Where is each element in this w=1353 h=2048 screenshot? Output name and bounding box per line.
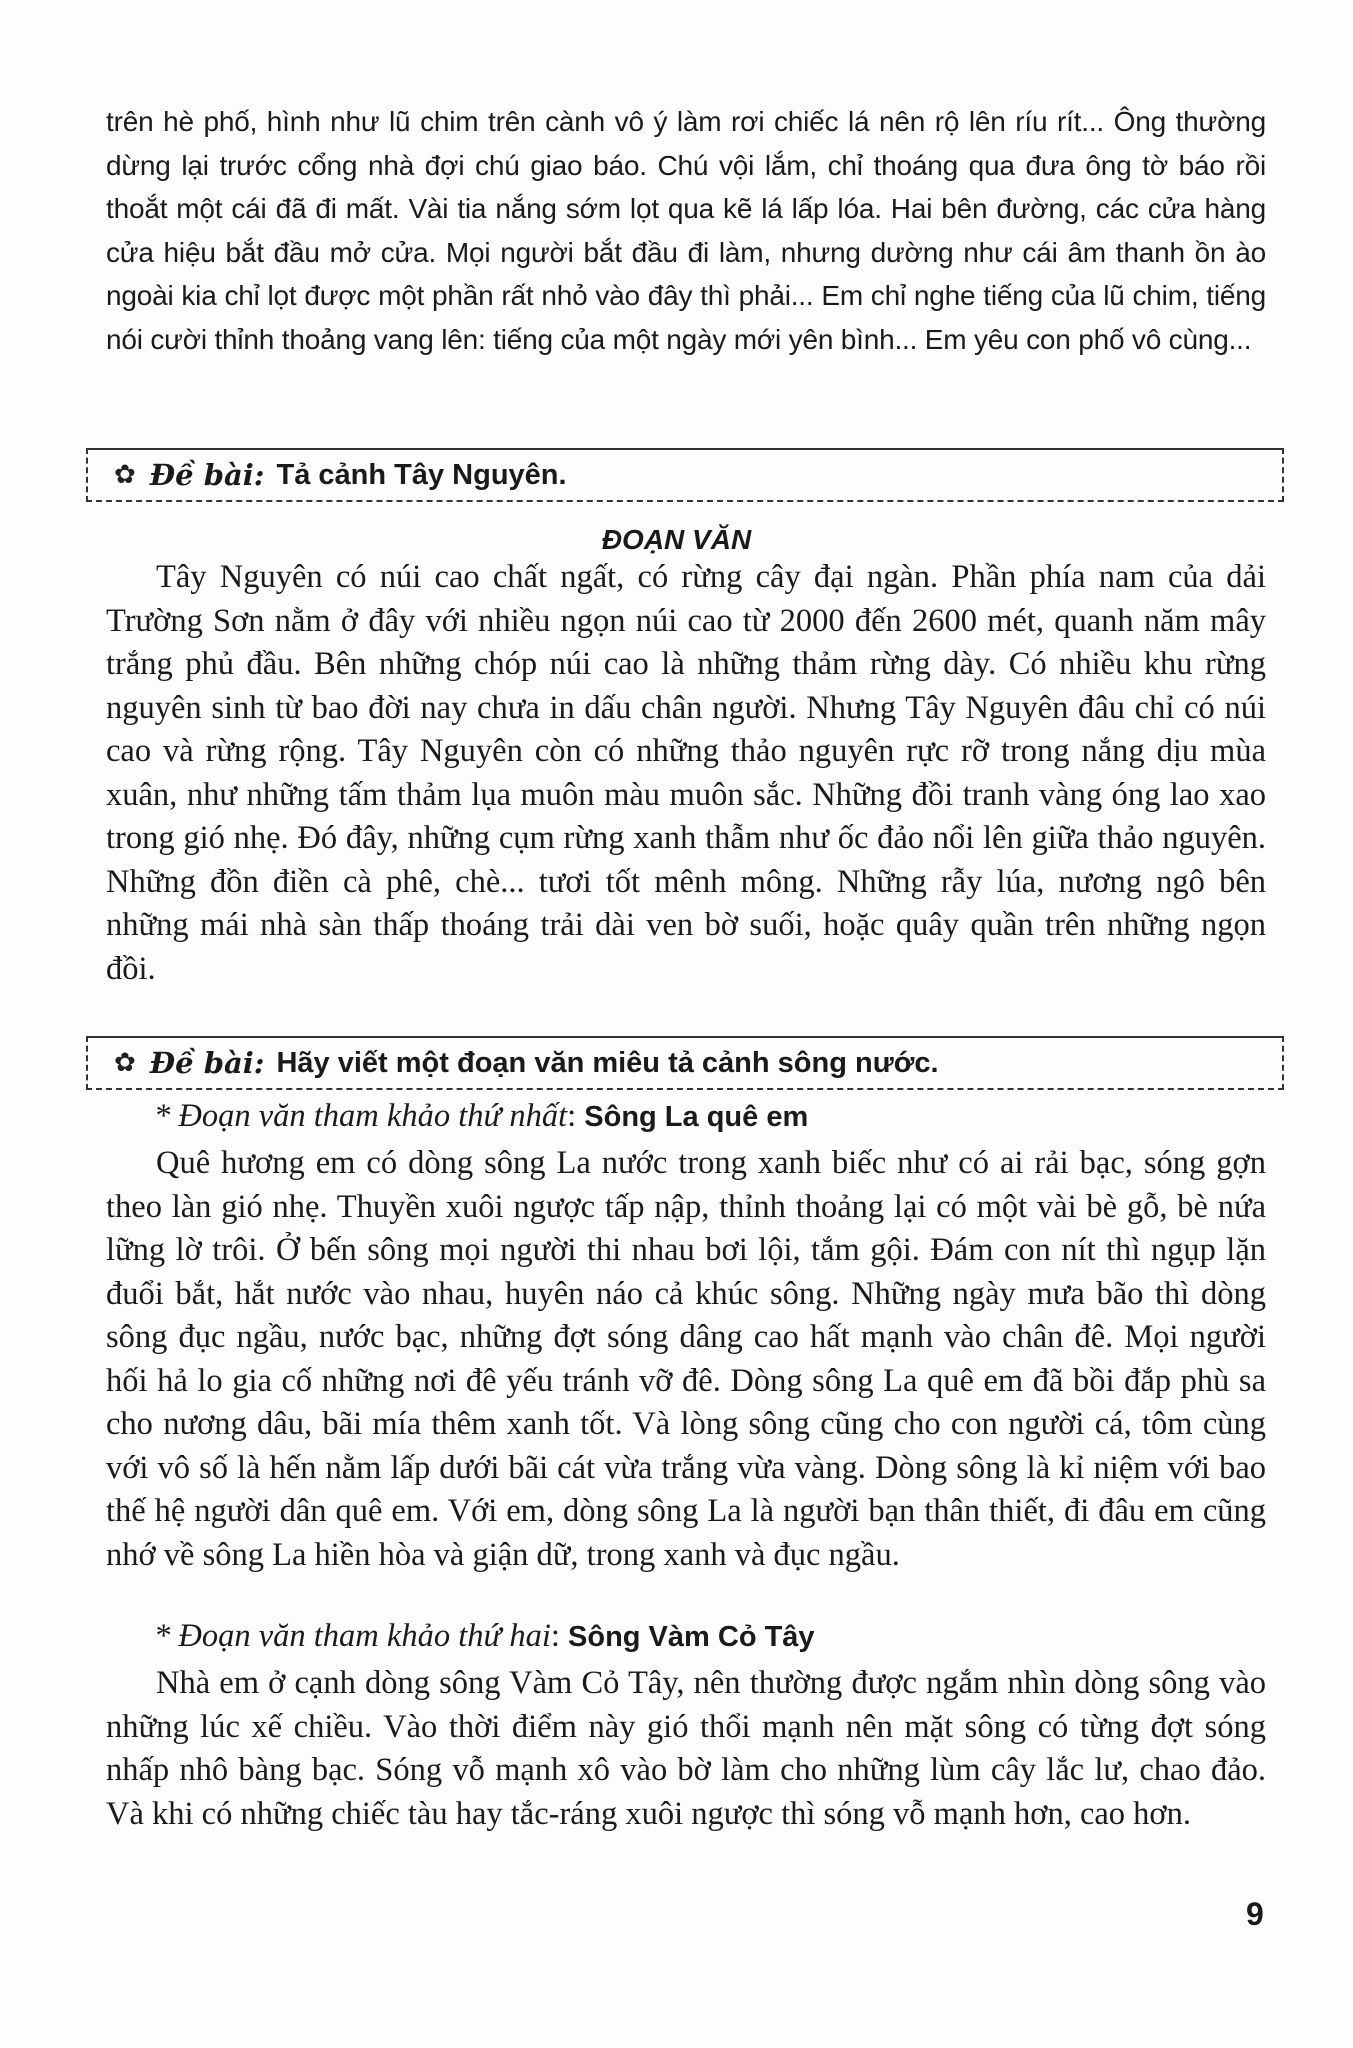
prompt-box-2 [86, 1036, 1284, 1090]
reference-name: Sông Vàm Cỏ Tây [568, 1621, 815, 1653]
prompt-text-1: Tả cảnh Tây Nguyên. [276, 458, 567, 491]
prompt-box-1 [86, 448, 1284, 502]
reference-title-2: * Đoạn văn tham khảo thứ hai: Sông Vàm Cỏ Tây [154, 1618, 815, 1654]
reference-prefix: * Đoạn văn tham khảo thứ nhất [154, 1098, 568, 1134]
reference-name: Sông La quê em [584, 1101, 809, 1133]
flower-icon: ✿ [114, 460, 136, 490]
prompt-text-2: Hãy viết một đoạn văn miêu tả cảnh sông nước. [276, 1046, 939, 1079]
section1-paragraph: Tây Nguyên có núi cao chất ngất, có rừng cây đại ngàn. Phần phía nam của dải Trường Sơn nằm ở đây với nhiều ngọn núi cao từ 2000 đến 2600 mét, quanh năm mây trắng phủ đầu. Bên những chóp núi cao là những thảm rừng dày. Có nhiều khu rừng nguyên sinh từ bao đời nay chưa in dấu chân người. Nhưng Tây Nguyên đâu chỉ có núi cao và rừng rộng. Tây Nguyên còn có những thảo nguyên rực rỡ trong nắng dịu mùa xuân, như những tấm thảm lụa muôn màu muôn sắc. Những đồi tranh vàng óng lao xao trong gió nhẹ. Đó đây, những cụm rừng xanh thẫm như ốc đảo nổi lên giữa thảo nguyên. Những đồn điền cà phê, chè... tươi tốt mênh mông. Những rẫy lúa, nương ngô bên những mái nhà sàn thấp thoáng trải dài ven bờ suối, hoặc quây quần trên những ngọn đồi. [106, 559, 1266, 987]
section-heading: ĐOẠN VĂN [601, 524, 752, 555]
reference-title-1: * Đoạn văn tham khảo thứ nhất: Sông La quê em [154, 1098, 809, 1134]
prompt-label: Đề bài: [149, 1046, 265, 1080]
reference-paragraph-2: Nhà em ở cạnh dòng sông Vàm Cỏ Tây, nên thường được ngắm nhìn dòng sông vào những lúc xế chiều. Vào thời điểm này gió thổi mạnh nên mặt sông có từng đợt sóng nhấp nhô bàng bạc. Sóng vỗ mạnh xô vào bờ làm cho những lùm cây lắc lư, chao đảo. Và khi có những chiếc tàu hay tắc-ráng xuôi ngược thì sóng vỗ mạnh hơn, cao hơn. [106, 1665, 1266, 1832]
reference-prefix: * Đoạn văn tham khảo thứ hai [154, 1618, 551, 1654]
reference-paragraph-1: Quê hương em có dòng sông La nước trong xanh biếc như có ai rải bạc, sóng gợn theo làn gió nhẹ. Thuyền xuôi ngược tấp nập, thỉnh thoảng lại có một vài bè gỗ, bè nứa lững lờ trôi. Ở bến sông mọi người thi nhau bơi lội, tắm gội. Đám con nít thì ngụp lặn đuổi bắt, hắt nước vào nhau, huyên náo cả khúc sông. Những ngày mưa bão thì dòng sông đục ngầu, nước bạc, những đợt sóng dâng cao hất mạnh vào chân đê. Mọi người hối hả lo gia cố những nơi đê yếu tránh vỡ đê. Dòng sông La quê em đã bồi đắp phù sa cho nương dâu, bãi mía thêm xanh tốt. Và lòng sông cũng cho con người cá, tôm cùng với vô số là hến nằm lấp dưới bãi cát vừa trắng vừa vàng. Dòng sông là kỉ niệm với bao thế hệ người dân quê em. Với em, dòng sông La là người bạn thân thiết, đi đâu em cũng nhớ về sông La hiền hòa và giận dữ, trong xanh và đục ngầu. [106, 1145, 1266, 1573]
prompt-label: Đề bài: [149, 458, 265, 492]
top-paragraph: trên hè phố, hình như lũ chim trên cành vô ý làm rơi chiếc lá nên rộ lên ríu rít... Ông thường dừng lại trước cổng nhà đợi chú giao báo. Chú vội lắm, chỉ thoáng qua đưa ông tờ báo rồi thoắt một cái đã đi mất. Vài tia nắng sớm lọt qua kẽ lá lấp lóa. Hai bên đường, các cửa hàng cửa hiệu bắt đầu mở cửa. Mọi người bắt đầu đi làm, nhưng dường như cái âm thanh ồn ào ngoài kia chỉ lọt được một phần rất nhỏ vào đây thì phải... Em chỉ nghe tiếng của lũ chim, tiếng nói cười thỉnh thoảng vang lên: tiếng của một ngày mới yên bình... Em yêu con phố vô cùng... [106, 106, 1266, 355]
page-number: 9 [1246, 1896, 1264, 1932]
flower-icon: ✿ [114, 1048, 136, 1078]
